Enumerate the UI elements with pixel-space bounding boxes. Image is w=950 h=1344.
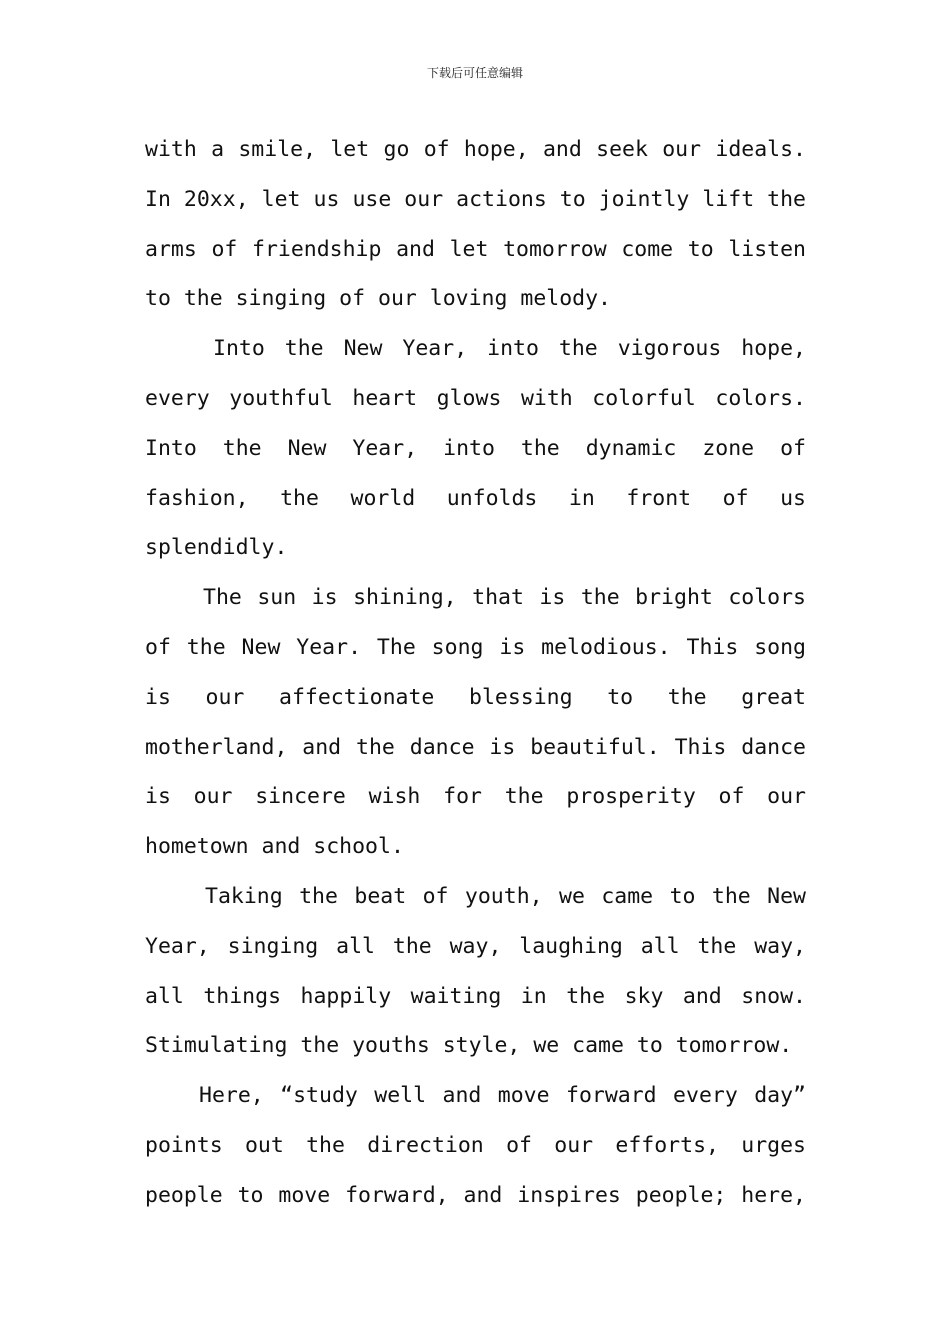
text-line: Into the New Year, into the dynamic zone of <box>145 435 806 461</box>
text-line: points out the direction of our efforts, urges <box>145 1132 806 1158</box>
text-line: to the singing of our loving melody. <box>145 286 611 312</box>
text-line: Year, singing all the way, laughing all the way, <box>145 933 806 959</box>
text-line: hometown and school. <box>145 834 404 860</box>
text-line: is our affectionate blessing to the great <box>145 684 806 710</box>
text-line: splendidly. <box>145 535 288 561</box>
text-line: motherland, and the dance is beautiful. This dance <box>145 734 806 760</box>
text-line: Stimulating the youths style, we came to tomorrow. <box>145 1033 793 1059</box>
text-line: arms of friendship and let tomorrow come to listen <box>145 236 806 262</box>
paragraph-first-line: Taking the beat of youth, we came to the New <box>205 883 806 909</box>
paragraph-first-line: Into the New Year, into the vigorous hope, <box>213 336 806 362</box>
text-line: every youthful heart glows with colorful colors. <box>145 385 806 411</box>
text-line: people to move forward, and inspires people; here, <box>145 1182 806 1208</box>
text-line: fashion, the world unfolds in front of us <box>145 485 806 511</box>
text-line: of the New Year. The song is melodious. This song <box>145 634 806 660</box>
paragraph-first-line: Here, “study well and move forward every day” <box>199 1083 806 1109</box>
text-line: with a smile, let go of hope, and seek our ideals. <box>145 137 806 162</box>
document-body <box>145 125 806 1221</box>
page-header: 下载后可任意编辑 <box>426 66 523 80</box>
paragraph-first-line: The sun is shining, that is the bright colors <box>203 585 806 611</box>
text-line: all things happily waiting in the sky and snow. <box>145 983 806 1009</box>
text-line: is our sincere wish for the prosperity of our <box>145 784 806 810</box>
text-line: In 20xx, let us use our actions to jointly lift the <box>145 186 806 212</box>
